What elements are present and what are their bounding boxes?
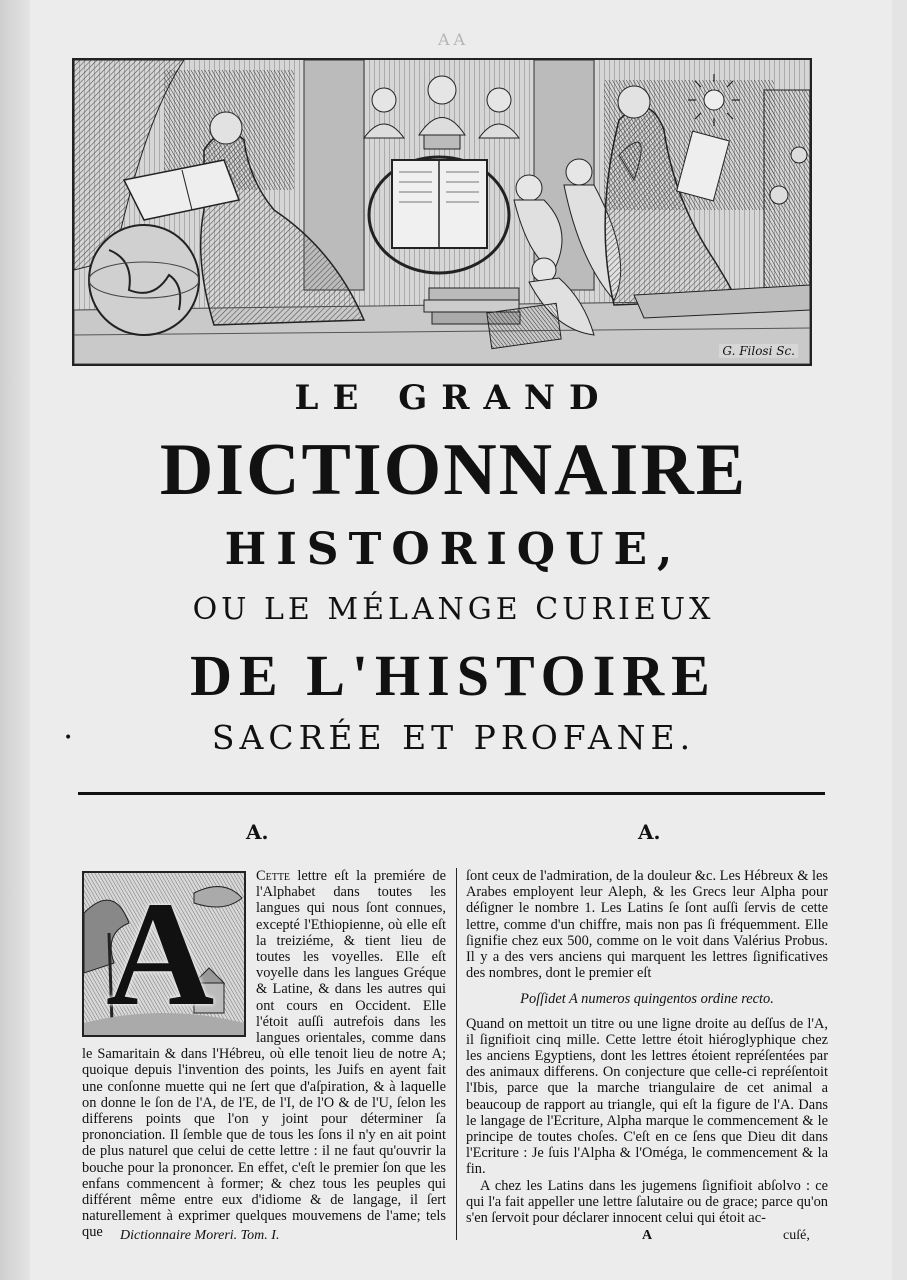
- globe-icon: [89, 225, 199, 335]
- page-gutter-shadow: [0, 0, 30, 1280]
- column-divider: [456, 868, 457, 1240]
- left-column-body: lettre eſt la premiére de l'Alphabet dans toutes les langues qui nous ſont connues, excepté l'Ethiopienne, où elle eſt la treiziéme, & tient lieu de toutes les voyelles. Elle eſt voyelle dans les langues Gréque & Latine, & dans les autres qui ont cours en Occident. Elle l'étoit auſſi autrefois dans les langues orientales, comme dans le Samaritain & dans l'Hébreu, où elle tenoit lieu de notre A; quoique depuis l'invention des points, les Juifs en ayent fait une conſonne muette qui ne ſert que d'aſpiration, & à laquelle on donne le ſon de l'A, de l'E, de l'I, de l'O & de l'U, ſelon les differens points que l'on y joint pour déterminer ſa prononciation. Il ſemble que de tous les ſons il n'y en ait point de plus naturel que celui de cette lettre : il ne faut qu'ouvrir la bouche pour la prononcer. En effet, c'eſt le premier ſon que les enfans commencent à former; & chez tous les peuples qui différent même entre eux d'idiome & de langage, il ſert naturellement à exprimer quelques mouvemens de l'ame; tels que: [82, 868, 446, 1241]
- right-column: [466, 868, 828, 1226]
- headpiece-engraving: [72, 58, 812, 366]
- title-line-6: SACRÉE ET PROFANE.: [211, 718, 696, 757]
- right-column-heading: A.: [638, 820, 661, 844]
- right-paragraph-3: A chez les Latins dans les jugemens ſignifioit abſolvo : ce qui l'a fait appeller une lettre ſalutaire ou de grace; parce qu'on s'en ſervoit pour déclarer innocent celui qui étoit ac-: [466, 1177, 828, 1227]
- right-paragraph-1: ſont ceux de l'admiration, de la douleur &c. Les Hébreux & les Arabes employent leur Aleph, & les Grecs leur Alpha pour déſigner le nombre 1. Les Latins ſe ſont auſſi ſervis de cette lettre, comme d'un chiffre, mais non pas ſi fréquemment. Elle ſignifie chez eux 500, comme on le voit dans Valérius Probus. Il y a des vers anciens qui marquent les lettres ſignificatives des nombres, dont le premier eſt: [466, 868, 828, 982]
- catchword: cuſé,: [783, 1228, 810, 1243]
- right-paragraph-2: Quand on mettoit un titre ou une ligne droite au deſſus de l'A, il ſignifioit cinq mille. Cette lettre étoit hiéroglyphique chez les anciens Egyptiens, dont les lettres étoient repréſentées par des animaux differens. On conjecture que celle-ci repréſentoit l'Ibis, parce que la marche triangulaire de cet animal a beaucoup de rapport au triangle, qui eſt la figure de l'A. Dans le langage de l'Ecriture, Alpha marque le commencement & le principe de toutes choſes. C'eſt en ce ſens que Dieu dit dans l'Ecriture : Je ſuis l'Alpha & l'Oméga, le commencement & la fin.: [466, 1015, 828, 1178]
- title-line-2: DICTIONNAIRE: [159, 429, 748, 511]
- title-line-3: HISTORIQUE,: [224, 524, 683, 575]
- sun-icon: [688, 74, 740, 126]
- title-line-5: DE L'HISTOIRE: [190, 643, 717, 708]
- signature-mark: A: [642, 1228, 653, 1243]
- bleed-through-signature: AA: [437, 30, 470, 49]
- engraving-illustration: [74, 60, 810, 364]
- title-line-4: OU LE MÉLANGE CURIEUX: [192, 592, 715, 627]
- engraver-credit: G. Filosi Sc.: [719, 344, 798, 358]
- figure-head-right: [618, 86, 650, 118]
- title-rule: [78, 792, 825, 795]
- medallion-icon-2: [791, 147, 807, 163]
- initial-letter: A: [106, 871, 215, 1037]
- latin-verse: Poſſidet A numeros quingentos ordine recto.: [520, 991, 774, 1008]
- medallion-icon: [770, 186, 788, 204]
- figure-head-left: [210, 112, 242, 144]
- running-footer: Dictionnaire Moreri. Tom. I.: [120, 1228, 280, 1243]
- first-word: Cette: [256, 868, 291, 884]
- left-column-heading: A.: [246, 820, 269, 844]
- historiated-initial: [82, 871, 246, 1037]
- title-line-1: LE GRAND: [294, 378, 613, 418]
- left-column: [82, 868, 446, 1241]
- margin-mark: •: [64, 730, 73, 746]
